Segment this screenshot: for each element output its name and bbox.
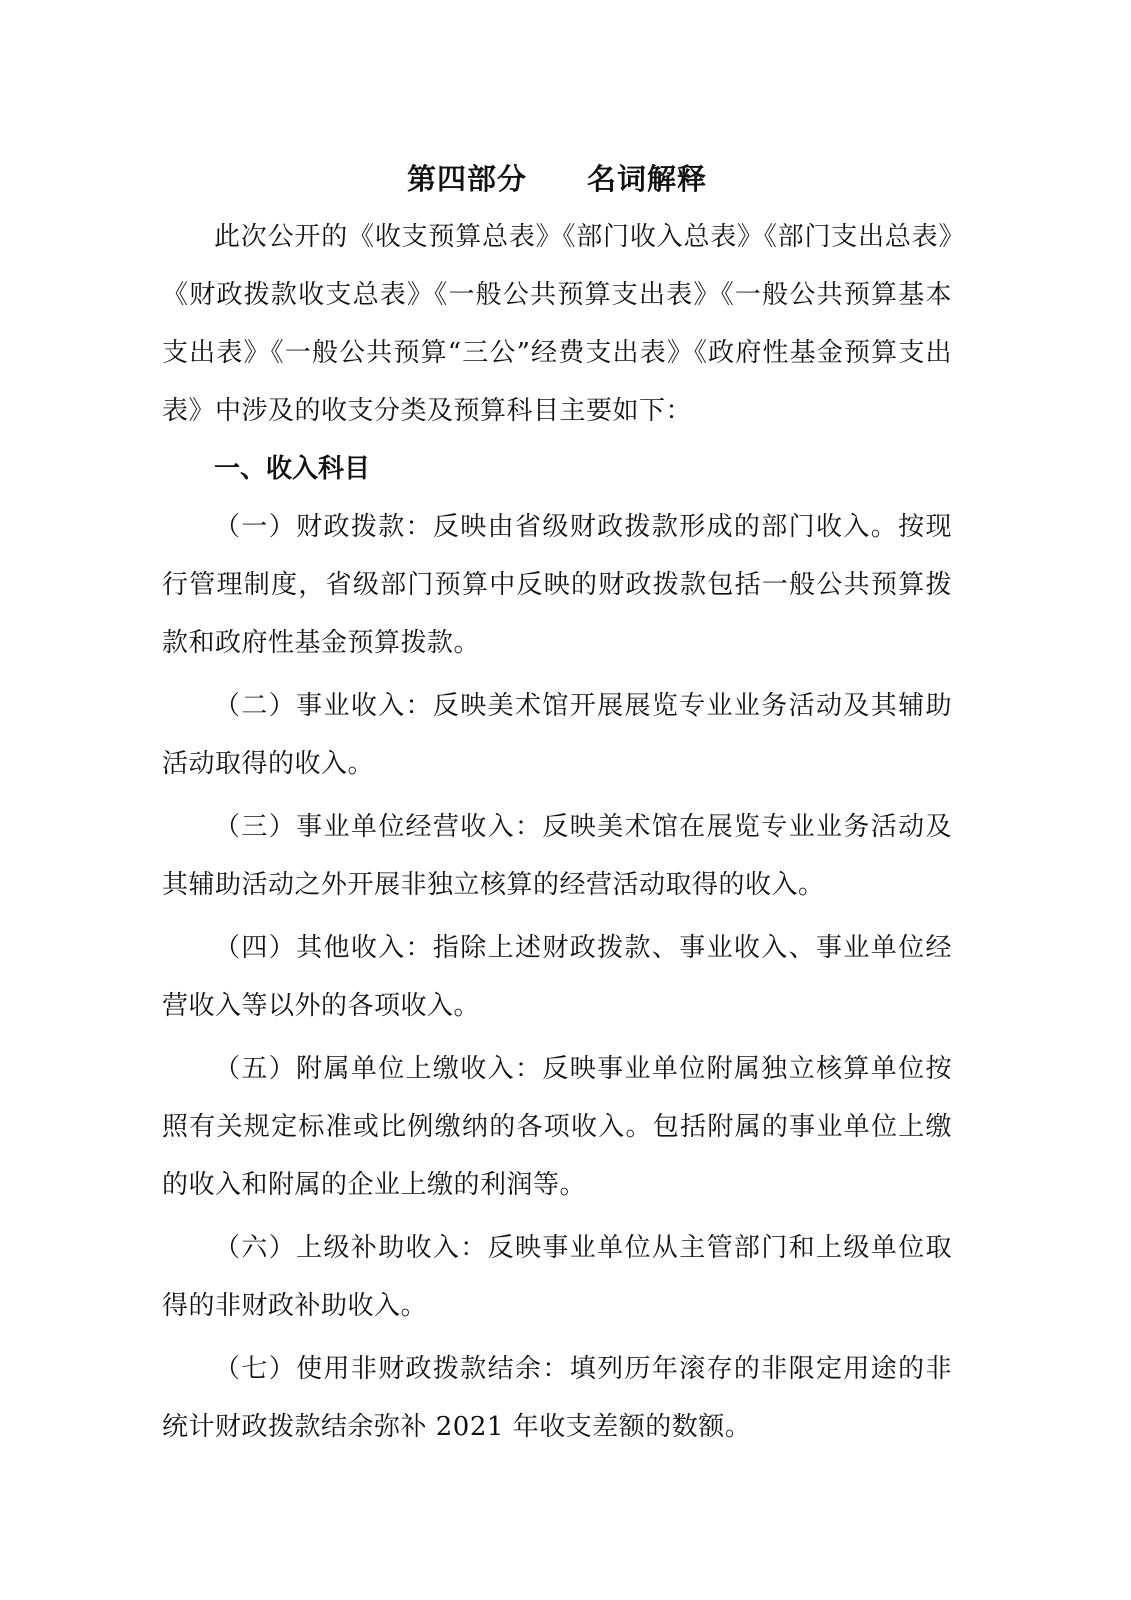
income-item-2: （二）事业收入：反映美术馆开展展览专业业务活动及其辅助活动取得的收入。 [162, 691, 952, 779]
title-name: 名词解释 [587, 162, 708, 196]
page-title [162, 150, 952, 208]
document-body [162, 150, 952, 1456]
income-item-1: （一）财政拨款：反映由省级财政拨款形成的部门收入。按现行管理制度，省级部门预算中反映的财政拨款包括一般公共预算拨款和政府性基金预算拨款。 [162, 512, 952, 658]
title-part: 第四部分 [406, 162, 527, 196]
intro-paragraph: 此次公开的《收支预算总表》《部门收入总表》《部门支出总表》《财政拨款收支总表》《一般公共预算支出表》《一般公共预算基本支出表》《一般公共预算“三公”经费支出表》《政府性基金预算支出表》中涉及的收支分类及预算科目主要如下： [162, 222, 952, 426]
income-item-5: （五）附属单位上缴收入：反映事业单位附属独立核算单位按照有关规定标准或比例缴纳的各项收入。包括附属的事业单位上缴的收入和附属的企业上缴的利润等。 [162, 1054, 952, 1200]
income-item-7: （七）使用非财政拨款结余：填列历年滚存的非限定用途的非统计财政拨款结余弥补 2021 年收支差额的数额。 [162, 1354, 952, 1442]
income-item-6: （六）上级补助收入：反映事业单位从主管部门和上级单位取得的非财政补助收入。 [162, 1233, 952, 1321]
section-heading-income: 一、收入科目 [214, 454, 371, 484]
income-item-4: （四）其他收入：指除上述财政拨款、事业收入、事业单位经营收入等以外的各项收入。 [162, 933, 952, 1021]
income-item-3: （三）事业单位经营收入：反映美术馆在展览专业业务活动及其辅助活动之外开展非独立核算的经营活动取得的收入。 [162, 812, 952, 900]
